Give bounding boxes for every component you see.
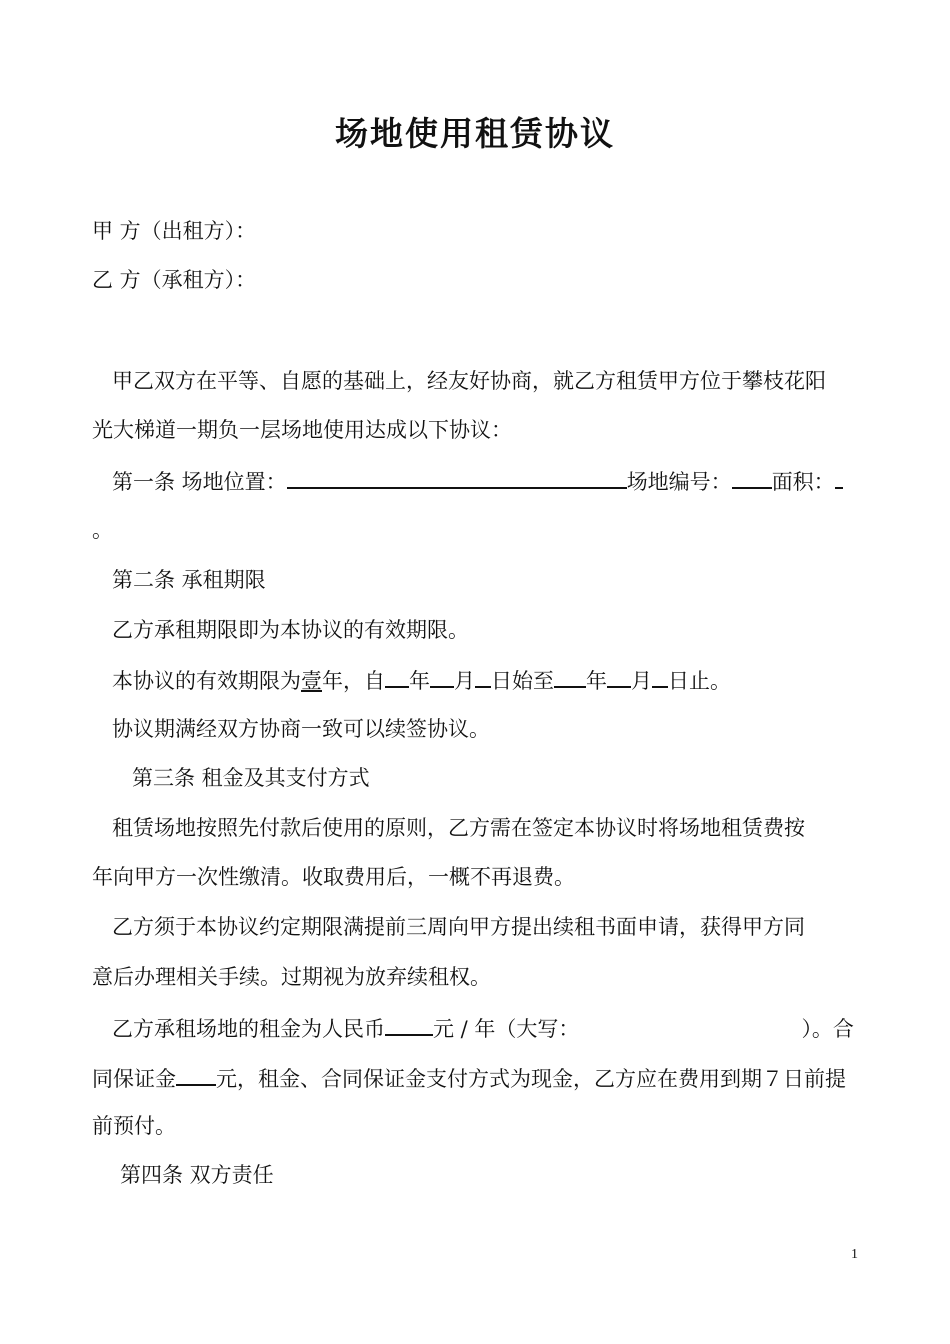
rent-amount-blank[interactable] bbox=[385, 1012, 433, 1036]
end-month-blank[interactable] bbox=[607, 664, 631, 688]
article-4-heading: 第四条 双方责任 bbox=[120, 1163, 274, 1187]
term-text-a: 本协议的有效期限为 bbox=[112, 669, 301, 693]
deposit-text-b: 元，租金、合同保证金支付方式为现金，乙方应在费用到期７日前提 bbox=[216, 1067, 846, 1091]
month-unit: 月 bbox=[454, 669, 475, 693]
article-3-para-2-line-2: 意后办理相关手续。过期视为放弃续租权。 bbox=[92, 965, 491, 989]
article-2-para-2 bbox=[112, 664, 731, 696]
article-2-para-3: 协议期满经双方协商一致可以续签协议。 bbox=[112, 717, 490, 741]
day-end-text: 日止。 bbox=[668, 669, 731, 693]
deposit-text-a: 同保证金 bbox=[92, 1067, 176, 1091]
party-a-label: 甲 方（出租方）： bbox=[92, 219, 257, 243]
start-month-blank[interactable] bbox=[430, 664, 454, 688]
article-3-para-3-line-2 bbox=[92, 1062, 846, 1094]
area-blank[interactable] bbox=[835, 465, 843, 489]
article-3-para-2-line-1: 乙方须于本协议约定期限满提前三周向甲方提出续租书面申请，获得甲方同 bbox=[112, 915, 805, 939]
start-year-blank[interactable] bbox=[385, 664, 409, 688]
article-3-para-3-line-1 bbox=[112, 1012, 854, 1044]
article-3-para-3-line-3: 前预付。 bbox=[92, 1114, 176, 1138]
year-unit-2: 年 bbox=[586, 669, 607, 693]
rent-text-c: ）。合 bbox=[801, 1017, 854, 1041]
rent-text-a: 乙方承租场地的租金为人民币 bbox=[112, 1017, 385, 1041]
article-3-heading: 第三条 租金及其支付方式 bbox=[132, 766, 370, 790]
article-2-para-1: 乙方承租期限即为本协议的有效期限。 bbox=[112, 618, 469, 642]
page-number: 1 bbox=[851, 1247, 858, 1262]
party-b-label: 乙 方（承租方）： bbox=[92, 268, 257, 292]
document-title: 场地使用租赁协议 bbox=[335, 114, 615, 153]
article-1-end: 。 bbox=[92, 518, 113, 542]
article-1 bbox=[112, 465, 843, 497]
deposit-amount-blank[interactable] bbox=[176, 1062, 216, 1086]
year-unit: 年 bbox=[409, 669, 430, 693]
article-3-para-1-line-1: 租赁场地按照先付款后使用的原则，乙方需在签定本协议时将场地租赁费按 bbox=[112, 816, 805, 840]
article-2-heading: 第二条 承租期限 bbox=[112, 568, 266, 592]
term-value: 壹 bbox=[301, 669, 322, 693]
month-unit-2: 月 bbox=[631, 669, 652, 693]
start-day-blank[interactable] bbox=[475, 664, 491, 688]
article-3-para-1-line-2: 年向甲方一次性缴清。收取费用后，一概不再退费。 bbox=[92, 865, 575, 889]
article-1-prefix: 第一条 场地位置： bbox=[112, 470, 287, 494]
term-text-b: 年，自 bbox=[322, 669, 385, 693]
site-code-blank[interactable] bbox=[732, 465, 772, 489]
day-start-text: 日始至 bbox=[491, 669, 554, 693]
rent-text-b: 元 / 年（大写： bbox=[433, 1017, 580, 1041]
end-day-blank[interactable] bbox=[652, 664, 668, 688]
intro-line-1: 甲乙双方在平等、自愿的基础上，经友好协商，就乙方租赁甲方位于攀枝花阳 bbox=[112, 369, 826, 393]
intro-line-2: 光大梯道一期负一层场地使用达成以下协议： bbox=[92, 418, 512, 442]
end-year-blank[interactable] bbox=[554, 664, 586, 688]
area-label: 面积： bbox=[771, 470, 835, 494]
location-blank[interactable] bbox=[287, 465, 627, 489]
site-code-label: 场地编号： bbox=[626, 470, 732, 494]
